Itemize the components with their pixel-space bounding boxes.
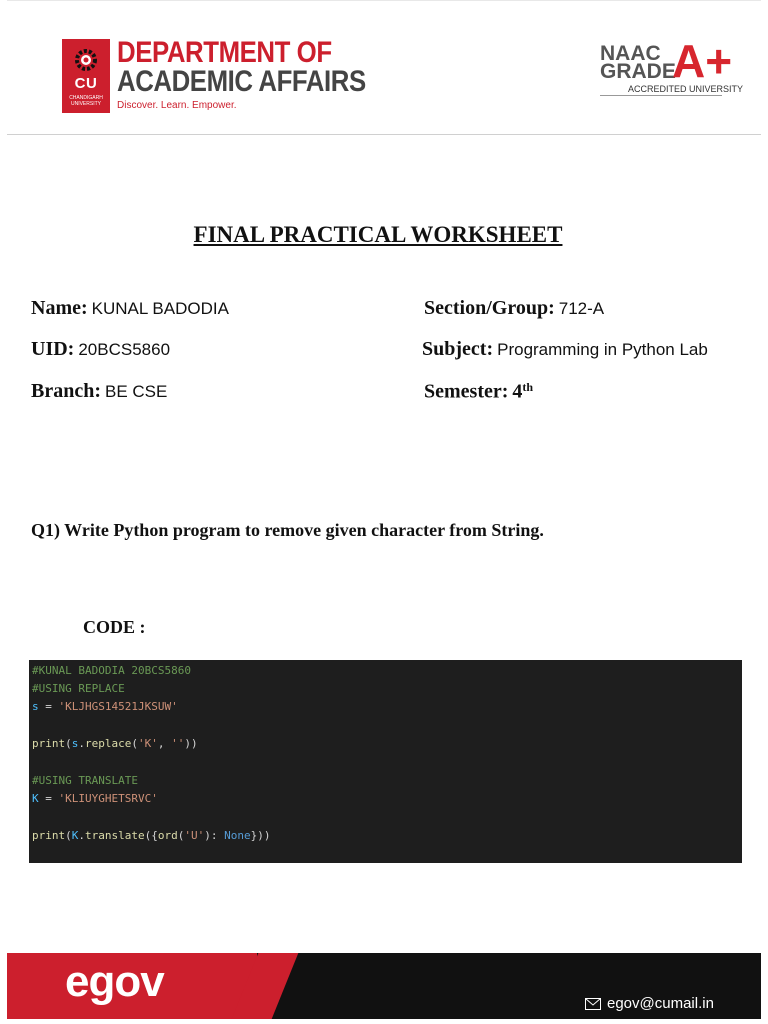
- code-line: #USING TRANSLATE: [32, 774, 138, 787]
- mail-icon: [585, 998, 601, 1010]
- code-block: [29, 660, 742, 863]
- name-value: KUNAL BADODIA: [91, 299, 229, 318]
- code-line: print(K.translate({ord('U'): None})): [32, 829, 271, 842]
- name-label: Name:: [31, 297, 88, 319]
- code-line: #USING REPLACE: [32, 682, 125, 695]
- branch-row: [31, 380, 167, 403]
- code-label: CODE :: [83, 617, 146, 637]
- uid-value: 20BCS5860: [78, 340, 171, 359]
- header-top-edge: [7, 0, 761, 1]
- footer-email[interactable]: egov@cumail.in: [607, 995, 714, 1012]
- egov-logo: egov: [65, 957, 164, 1006]
- subject-label: Subject:: [422, 338, 494, 360]
- subject-value: Programming in Python Lab: [497, 340, 708, 359]
- header-divider: [7, 134, 761, 135]
- footer: [7, 953, 761, 1019]
- semester-row: [424, 380, 533, 403]
- naac-divider: [600, 95, 722, 96]
- uid-label: UID:: [31, 338, 75, 360]
- code-line: #KUNAL BADODIA 20BCS5860: [32, 664, 191, 677]
- section-value: 712-A: [558, 299, 605, 318]
- uid-row: [31, 338, 170, 361]
- code-line: print(s.replace('K', '')): [32, 737, 198, 750]
- name-row: [31, 297, 229, 320]
- grade-value: A+: [672, 35, 733, 87]
- accredited-label: ACCREDITED UNIVERSITY: [628, 84, 744, 94]
- question-text: Q1) Write Python program to remove given character from String.: [31, 520, 544, 540]
- code-line: s = 'KLJHGS14521JKSUW': [32, 700, 178, 713]
- cu-logo: [62, 39, 110, 113]
- semester-suffix: th: [522, 380, 534, 394]
- semester-value: 4: [512, 380, 523, 403]
- naac-label: NAAC: [600, 42, 661, 65]
- grade-label: GRADE: [600, 60, 676, 83]
- page-title: FINAL PRACTICAL WORKSHEET: [193, 222, 563, 247]
- tagline: Discover. Learn. Empower.: [117, 100, 237, 111]
- gear-emblem-icon: [70, 44, 102, 76]
- department-title-line2: ACADEMIC AFFAIRS: [117, 65, 366, 98]
- semester-label: Semester:: [424, 380, 509, 403]
- section-label: Section/Group:: [424, 297, 555, 319]
- logo-text: CU: [74, 75, 98, 92]
- section-row: [424, 297, 604, 320]
- department-title-line1: DEPARTMENT OF: [117, 36, 332, 69]
- subject-row: [422, 338, 708, 361]
- logo-subtext: CHANDIGARH UNIVERSITY: [69, 95, 103, 107]
- branch-label: Branch:: [31, 380, 101, 402]
- branch-value: BE CSE: [105, 382, 168, 401]
- code-line: K = 'KLIUYGHETSRVC': [32, 792, 158, 805]
